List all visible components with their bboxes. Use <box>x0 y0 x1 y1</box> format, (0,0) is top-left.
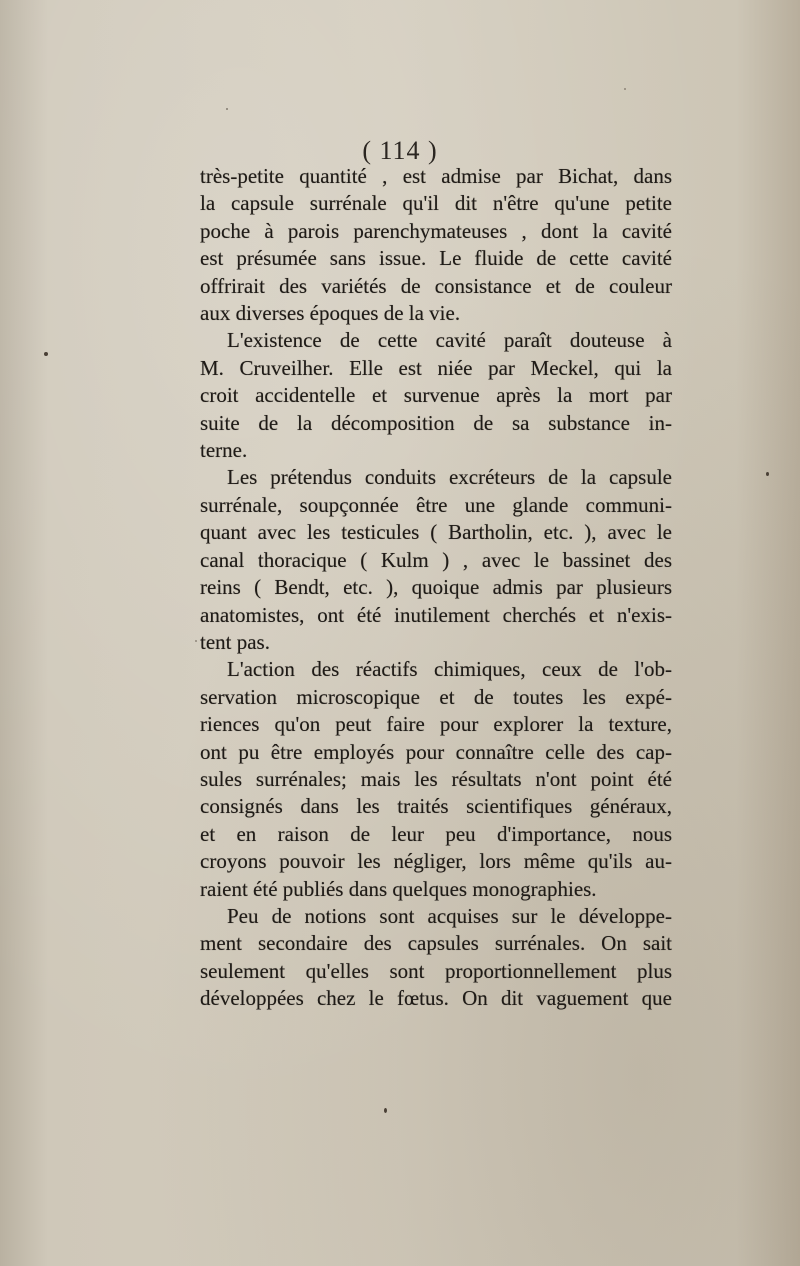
paragraph-5 <box>200 903 672 1013</box>
page-number: ( 114 ) <box>362 136 438 165</box>
text-line: suite de la décomposition de sa substance in- <box>200 410 672 435</box>
text-line: croyons pouvoir les négliger, lors même qu'ils au- <box>200 849 672 874</box>
text-line: la capsule surrénale qu'il dit n'être qu'une petite <box>200 191 672 216</box>
paragraph-2 <box>200 327 672 464</box>
text-line: reins ( Bendt, etc. ), quoique admis par plusieurs <box>200 575 672 600</box>
paper-speck <box>624 88 626 90</box>
text-line: poche à parois parenchymateuses , dont la cavité <box>200 218 672 243</box>
text-line: est présumée sans issue. Le fluide de cette cavité <box>200 246 672 271</box>
text-line: et en raison de leur peu d'importance, nous <box>200 821 672 846</box>
text-line: très-petite quantité , est admise par Bichat, dans <box>200 164 672 188</box>
text-line: tent pas. <box>200 629 270 654</box>
paragraph-3 <box>200 464 672 656</box>
paragraph-4 <box>200 656 672 903</box>
paper-speck <box>766 472 769 476</box>
text-line: anatomistes, ont été inutilement cherchés et n'exis- <box>200 602 672 627</box>
text-line: terne. <box>200 438 248 463</box>
paper-speck <box>195 640 197 642</box>
text-line: consignés dans les traités scientifiques généraux, <box>200 794 672 819</box>
paragraph-1 <box>200 163 672 327</box>
text-line: offrirait des variétés de consistance et de couleur <box>200 273 672 298</box>
text-line: Peu de notions sont acquises sur le développe- <box>227 903 672 928</box>
text-line: L'action des réactifs chimiques, ceux de l'ob- <box>227 657 672 682</box>
paper-speck <box>44 352 48 356</box>
text-line: raient été publiés dans quelques monographies. <box>200 876 597 901</box>
text-line: seulement qu'elles sont proportionnellement plus <box>200 958 672 983</box>
text-line: quant avec les testicules ( Bartholin, etc. ), avec le <box>200 520 672 545</box>
text-line: riences qu'on peut faire pour explorer la texture, <box>200 712 672 737</box>
text-line: L'existence de cette cavité paraît douteuse à <box>227 328 672 353</box>
text-line: développées chez le fœtus. On dit vaguement que <box>200 986 672 1011</box>
text-line: ont pu être employés pour connaître celle des cap- <box>200 739 672 764</box>
text-line: Les prétendus conduits excréteurs de la capsule <box>227 465 672 490</box>
paper-speck <box>226 108 228 110</box>
paper-speck <box>384 1108 387 1113</box>
body-text <box>200 163 672 1013</box>
text-line: ment secondaire des capsules surrénales. On sait <box>200 931 672 956</box>
text-line: servation microscopique et de toutes les expé- <box>200 684 672 709</box>
text-line: M. Cruveilher. Elle est niée par Meckel, qui la <box>200 355 672 380</box>
text-line: surrénale, soupçonnée être une glande communi- <box>200 492 672 517</box>
text-line: sules surrénales; mais les résultats n'ont point été <box>200 766 672 791</box>
text-line: canal thoracique ( Kulm ) , avec le bassinet des <box>200 547 672 572</box>
text-line: aux diverses époques de la vie. <box>200 301 461 326</box>
text-line: croit accidentelle et survenue après la mort par <box>200 383 672 408</box>
